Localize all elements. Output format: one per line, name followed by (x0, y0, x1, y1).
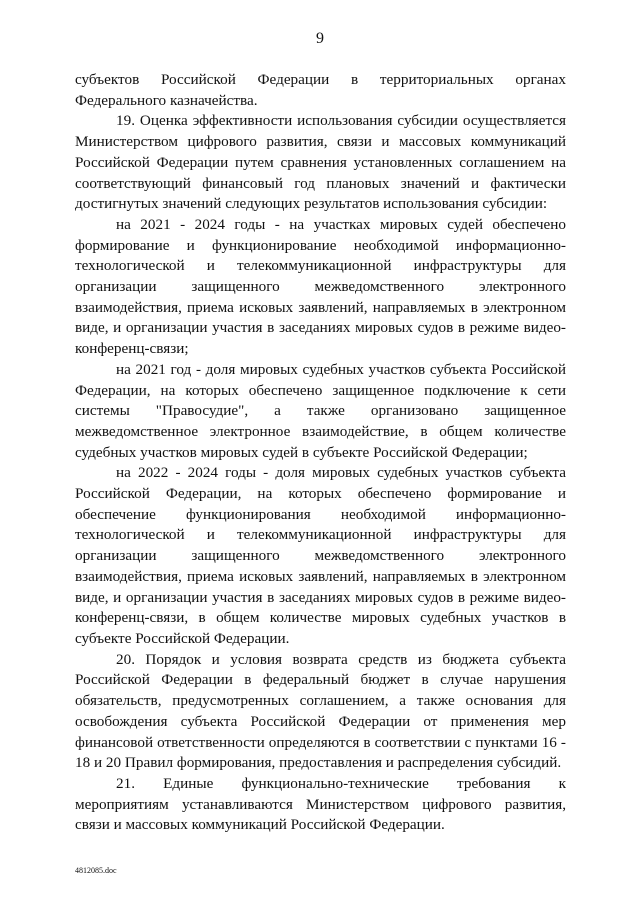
paragraph-2021: на 2021 год - доля мировых судебных участков субъекта Российской Федерации, на которых обеспечено защищенное подключение к сети системы "Правосудие", а также организовано защищенное межведомственное электронное взаимодействие, в общем количестве судебных участков мировых судей в субъекте Российской Федерации; (75, 360, 566, 461)
page-number: 9 (316, 30, 324, 47)
paragraph-19: 19. Оценка эффективности использования субсидии осуществляется Министерством цифрового развития, связи и массовых коммуникаций Российской Федерации путем сравнения установленных соглашением на соответствующий финансовый год плановых значений и фактически достигнутых значений следующих результатов использования субсидии: (75, 112, 566, 213)
document-body (75, 70, 566, 836)
footer-filename: 4812085.doc (75, 866, 117, 875)
paragraph-2022-2024: на 2022 - 2024 годы - доля мировых судебных участков субъекта Российской Федерации, на которых обеспечено формирование и обеспечение функционирования необходимой информационно-технологической и телекоммуникационной инфраструктуры для организации защищенного межведомственного электронного взаимодействия, приема исковых заявлений, направляемых в электронном виде, и организации участия в заседаниях мировых судов в режиме видео-конференц-связи, в общем количестве мировых судебных участков в субъекте Российской Федерации. (75, 464, 566, 647)
paragraph-21: 21. Единые функционально-технические требования к мероприятиям устанавливаются Министерством цифрового развития, связи и массовых коммуникаций Российской Федерации. (75, 774, 566, 834)
paragraph-continuation: субъектов Российской Федерации в территориальных органах Федерального казначейства. (75, 71, 566, 109)
paragraph-2021-2024: на 2021 - 2024 годы - на участках мировых судей обеспечено формирование и функционирование необходимой информационно-технологической и телекоммуникационной инфраструктуры для организации защищенного межведомственного электронного взаимодействия, приема исковых заявлений, направляемых в электронном виде, и организации участия в заседаниях мировых судов в режиме видео-конференц-связи; (75, 215, 566, 358)
paragraph-20: 20. Порядок и условия возврата средств из бюджета субъекта Российской Федерации в федеральный бюджет в случае нарушения обязательств, предусмотренных соглашением, а также основания для освобождения субъекта Российской Федерации от применения мер финансовой ответственности определяются в соответствии с пунктами 16 - 18 и 20 Правил формирования, предоставления и распределения субсидий. (75, 650, 566, 772)
